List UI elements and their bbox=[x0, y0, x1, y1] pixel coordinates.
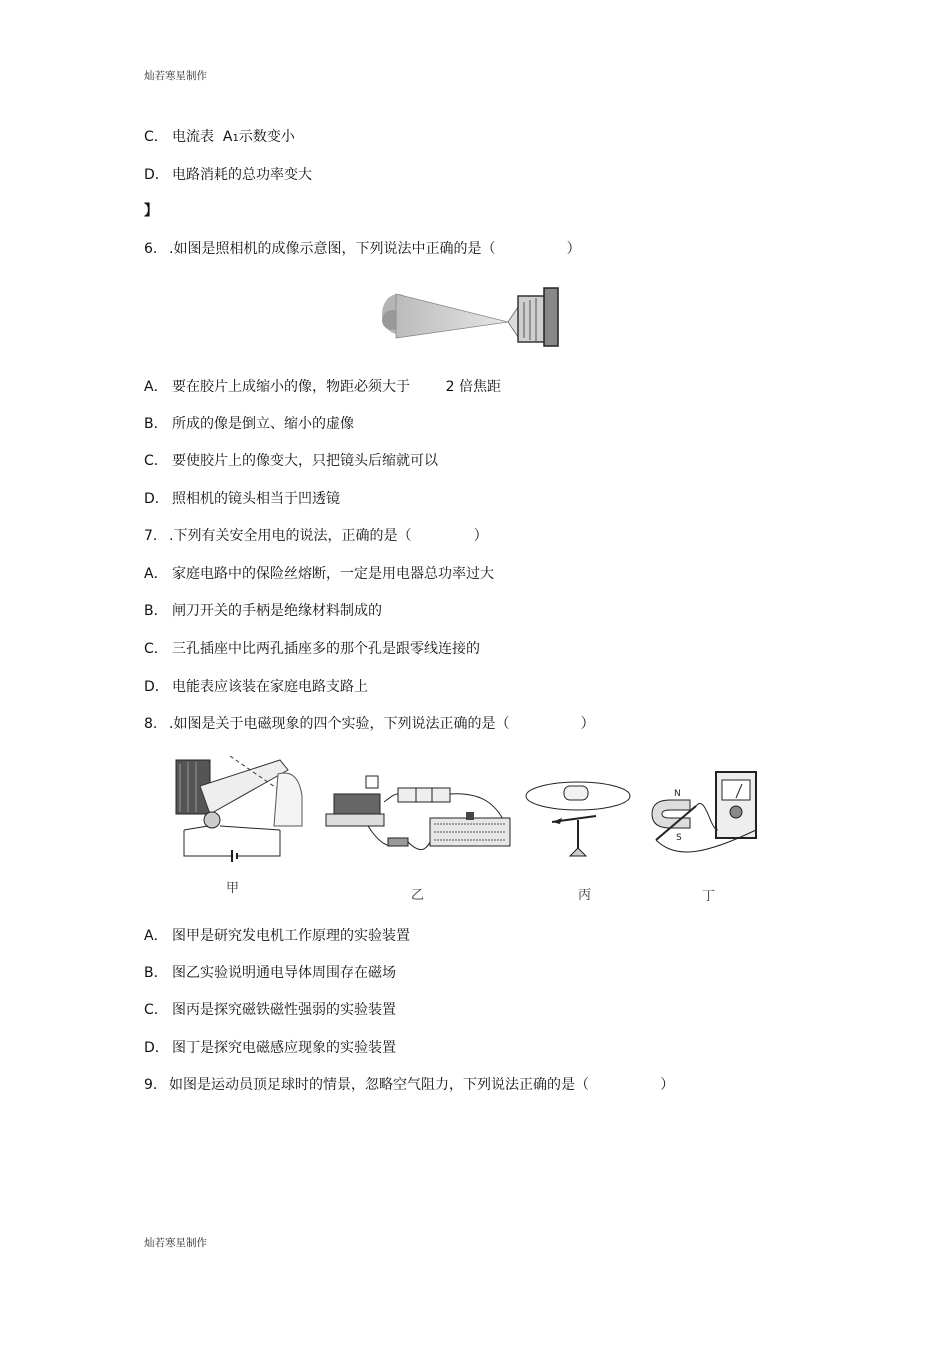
camera-back bbox=[544, 288, 558, 346]
option-label: C． bbox=[144, 641, 168, 657]
q7-option-c bbox=[144, 640, 480, 658]
wire bbox=[696, 804, 718, 830]
caption-yi: 乙 bbox=[411, 888, 425, 903]
option-label: D． bbox=[144, 491, 169, 507]
galvanometer-knob bbox=[730, 806, 742, 818]
brush-wire bbox=[184, 826, 208, 830]
wire bbox=[408, 842, 430, 850]
brush-wire bbox=[220, 826, 280, 830]
option-text: 所成的像是倒立、缩小的虚像 bbox=[172, 416, 354, 432]
option-c-prev bbox=[144, 128, 295, 148]
option-label: C． bbox=[144, 1002, 168, 1018]
light-beam bbox=[396, 294, 508, 338]
question-text: .如图是照相机的成像示意图，下列说法中正确的是（ ） bbox=[169, 241, 581, 257]
question-6 bbox=[144, 240, 581, 258]
ammeter-subscript: 1 bbox=[232, 133, 239, 144]
q8-option-d bbox=[144, 1039, 396, 1057]
caption-ding: 丁 bbox=[702, 889, 716, 904]
question-text: .如图是关于电磁现象的四个实验，下列说法正确的是（ ） bbox=[169, 716, 595, 732]
option-text: 电流表 bbox=[172, 129, 223, 145]
caption-jia: 甲 bbox=[226, 881, 240, 896]
q8-option-b bbox=[144, 964, 396, 982]
page-header: 灿若寒星制作 bbox=[144, 70, 207, 82]
option-label: C． bbox=[144, 129, 168, 145]
base-board bbox=[326, 814, 384, 826]
q8-option-a bbox=[144, 927, 410, 945]
option-text: 电路消耗的总功率变大 bbox=[172, 167, 312, 183]
pole-mark: S bbox=[676, 833, 682, 843]
question-text: 如图是运动员顶足球时的情景，忽略空气阻力，下列说法正确的是（ ） bbox=[169, 1077, 675, 1093]
page-footer: 灿若寒星制作 bbox=[144, 1237, 207, 1249]
q8-option-c bbox=[144, 1001, 396, 1019]
question-number: 8. bbox=[144, 716, 158, 732]
slip-ring bbox=[204, 812, 220, 828]
question-8 bbox=[144, 715, 595, 733]
option-text: 要在胶片上成缩小的像，物距必须大于 2 倍焦距 bbox=[172, 379, 501, 395]
magnet-pole bbox=[274, 773, 302, 826]
switch bbox=[388, 838, 408, 846]
option-label: B． bbox=[144, 416, 168, 432]
question-number: 9. bbox=[144, 1077, 158, 1093]
option-label: D． bbox=[144, 167, 169, 183]
experiment-ding-figure bbox=[646, 770, 778, 862]
battery bbox=[398, 788, 450, 802]
option-label: D． bbox=[144, 1040, 169, 1056]
option-text: 照相机的镜头相当于凹透镜 bbox=[172, 491, 340, 507]
camera-imaging-figure bbox=[378, 282, 564, 348]
option-text: 闸刀开关的手柄是绝缘材料制成的 bbox=[172, 603, 382, 619]
option-d-prev bbox=[144, 166, 312, 184]
q7-option-d bbox=[144, 678, 368, 696]
option-label: A． bbox=[144, 379, 168, 395]
experiment-bing-figure bbox=[522, 776, 634, 860]
option-text: 家庭电路中的保险丝熔断，一定是用电器总功率过大 bbox=[172, 566, 494, 582]
q7-option-a bbox=[144, 565, 494, 583]
battery bbox=[564, 786, 588, 800]
option-text: 图丁是探究电磁感应现象的实验装置 bbox=[172, 1040, 396, 1056]
option-label: B． bbox=[144, 603, 168, 619]
wire bbox=[384, 794, 398, 802]
question-text: .下列有关安全用电的说法，正确的是（ ） bbox=[169, 528, 488, 544]
question-9 bbox=[144, 1076, 674, 1094]
option-text-after: 示数变小 bbox=[238, 129, 295, 145]
option-text: 图甲是研究发电机工作原理的实验装置 bbox=[172, 928, 410, 944]
option-label: A． bbox=[144, 566, 168, 582]
circuit-wire bbox=[237, 830, 280, 856]
q6-option-a bbox=[144, 378, 501, 396]
option-text: 图丙是探究磁铁磁性强弱的实验装置 bbox=[172, 1002, 396, 1018]
q7-option-b bbox=[144, 602, 382, 620]
question-7 bbox=[144, 527, 488, 545]
horseshoe-magnet bbox=[652, 800, 690, 828]
compass-magnet bbox=[334, 794, 380, 816]
option-text: 电能表应该装在家庭电路支路上 bbox=[172, 679, 368, 695]
pole-mark: N bbox=[674, 789, 681, 799]
q6-option-d bbox=[144, 490, 340, 508]
needle-box bbox=[366, 776, 378, 788]
option-label: A． bbox=[144, 928, 168, 944]
option-text: 图乙实验说明通电导体周围存在磁场 bbox=[172, 965, 396, 981]
coil-frame bbox=[200, 760, 288, 814]
experiment-yi-figure bbox=[322, 774, 516, 866]
option-text: 要使胶片上的像变大，只把镜头后缩就可以 bbox=[172, 453, 438, 469]
ammeter-symbol: A bbox=[222, 129, 233, 145]
option-label: D． bbox=[144, 679, 169, 695]
closing-bracket: 】 bbox=[144, 203, 158, 219]
option-label: C． bbox=[144, 453, 168, 469]
experiment-jia-figure bbox=[170, 756, 312, 864]
rheostat-slider bbox=[466, 812, 474, 820]
option-text: 三孔插座中比两孔插座多的那个孔是跟零线连接的 bbox=[172, 641, 480, 657]
option-label: B． bbox=[144, 965, 168, 981]
q6-option-b bbox=[144, 415, 354, 433]
question-number: 6. bbox=[144, 241, 158, 257]
question-number: 7. bbox=[144, 528, 158, 544]
circuit-wire bbox=[184, 830, 232, 856]
caption-bing: 丙 bbox=[578, 888, 592, 903]
stand-base bbox=[570, 848, 586, 856]
q6-option-c bbox=[144, 452, 438, 470]
